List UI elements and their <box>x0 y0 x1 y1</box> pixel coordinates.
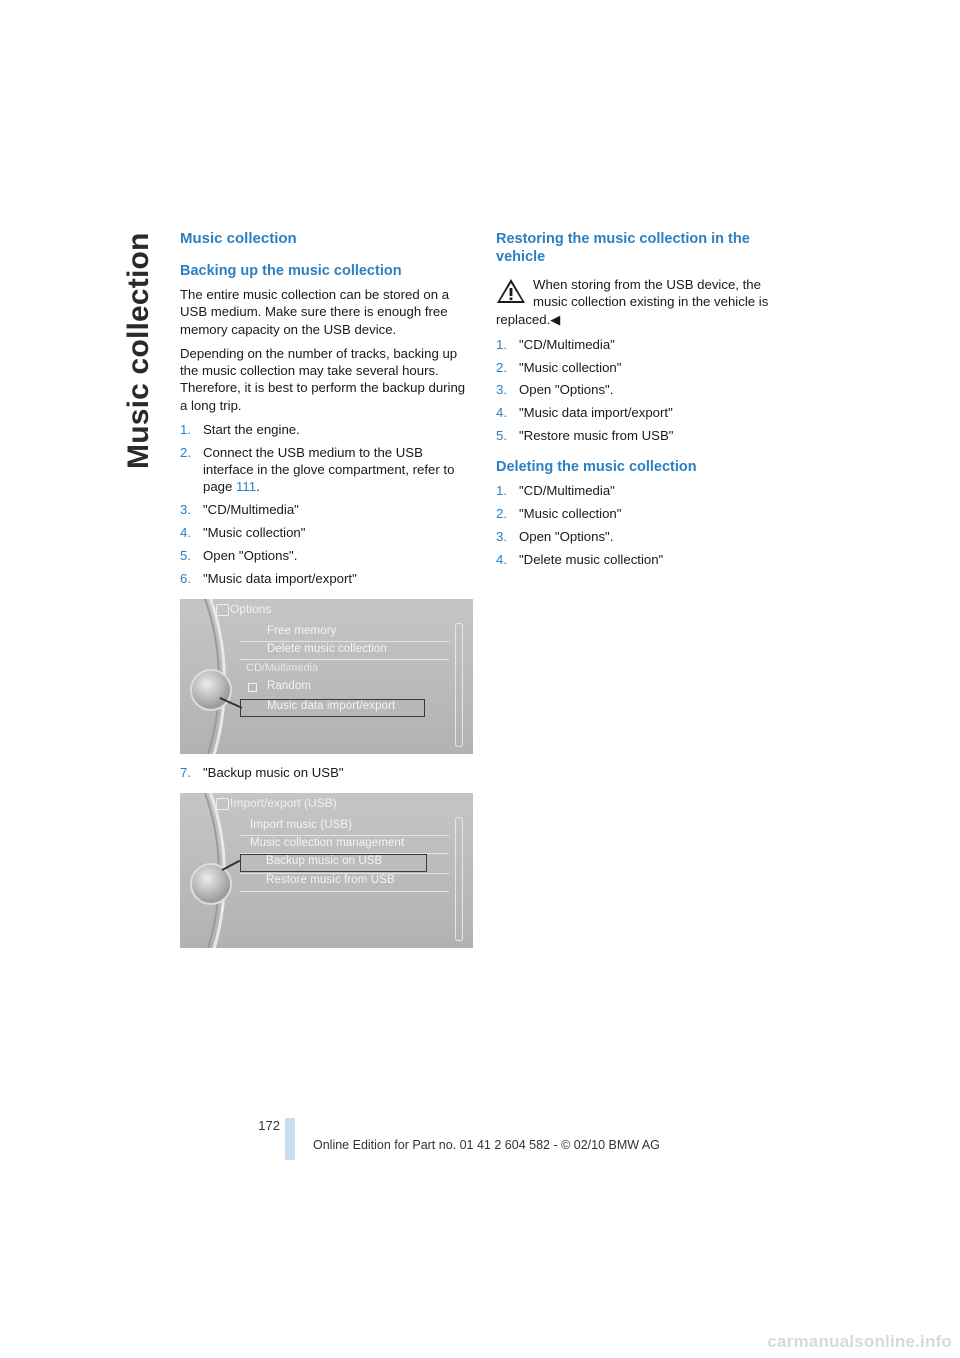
menu-item: Music collection management <box>250 837 405 850</box>
menu-item: Random <box>267 679 312 692</box>
warning-note <box>496 276 791 328</box>
site-watermark: carmanualsonline.info <box>767 1332 952 1351</box>
list-item: 3. Open "Options". <box>496 528 614 544</box>
subsection-heading-restore: Restoring the music collection in the vehicle <box>496 231 750 265</box>
menu-item-selected: Music data import/export <box>267 699 396 712</box>
list-item: 5. "Restore music from USB" <box>496 428 674 444</box>
end-mark-icon: ◀ <box>550 311 561 327</box>
menu-item: Free memory <box>267 624 337 637</box>
screen-header: Import/export (USB) <box>230 796 337 811</box>
menu-item: Delete music collection <box>267 642 387 655</box>
list-item: 2. Connect the USB medium to the USB interface in the glove compartment, refer to page 111. <box>180 444 455 495</box>
list-item: 1. "CD/Multimedia" <box>496 483 615 499</box>
backup-step-7 <box>180 764 475 781</box>
backup-duration-paragraph: Depending on the number of tracks, backing up the music collection may take several hours. Therefore, it is best to perform the backup during a long trip. <box>180 345 466 413</box>
menu-item-selected: Backup music on USB <box>266 855 383 868</box>
list-item: 6. "Music data import/export" <box>180 570 357 586</box>
list-item: 2. "Music collection" <box>496 506 622 522</box>
warning-icon <box>496 278 526 304</box>
footer-accent-bar <box>285 1118 295 1160</box>
scrollbar <box>455 817 463 941</box>
controller-knob-icon <box>190 863 232 905</box>
subsection-heading-delete: Deleting the music collection <box>496 459 697 476</box>
menu-section-label: CD/Multimedia <box>246 661 319 674</box>
left-column <box>180 230 475 958</box>
list-item: 4. "Delete music collection" <box>496 551 664 567</box>
list-item: 4. "Music collection" <box>180 525 306 541</box>
backup-steps-list <box>180 421 475 587</box>
page-number: 172 <box>258 1118 280 1133</box>
section-heading: Music collection <box>180 230 297 247</box>
backup-intro-paragraph: The entire music collection can be stored on a USB medium. Make sure there is enough free memory capacity on the USB device. <box>180 287 450 337</box>
import-export-icon <box>216 798 229 810</box>
list-item: 4. "Music data import/export" <box>496 405 673 421</box>
subsection-heading-backup: Backing up the music collection <box>180 263 402 279</box>
options-icon <box>216 604 229 616</box>
list-item: 3. "CD/Multimedia" <box>180 502 299 518</box>
right-column <box>496 230 791 574</box>
restore-steps-list <box>496 336 791 444</box>
side-chapter-title: Music collection <box>122 232 155 469</box>
menu-item: Restore music from USB <box>266 874 395 887</box>
scrollbar <box>455 623 463 747</box>
controller-knob-icon <box>190 669 232 711</box>
list-item: 2. "Music collection" <box>496 359 622 375</box>
list-item: 1. "CD/Multimedia" <box>496 336 615 352</box>
list-item: 5. Open "Options". <box>180 547 298 563</box>
screen-header: Options <box>230 601 272 616</box>
list-item: 7. "Backup music on USB" <box>180 764 344 780</box>
edition-footer: Online Edition for Part no. 01 41 2 604 582 - © 02/10 BMW AG <box>313 1138 660 1152</box>
delete-steps-list <box>496 482 791 568</box>
warning-tail: replaced. <box>496 311 551 327</box>
page-reference-link[interactable]: 111 <box>236 479 257 495</box>
list-item: 3. Open "Options". <box>496 382 614 398</box>
warning-text: When storing from the USB device, the music collection existing in the vehicle is <box>533 277 769 310</box>
checkbox-icon <box>248 683 257 692</box>
list-item: 1. Start the engine. <box>180 422 300 438</box>
menu-item: Import music (USB) <box>250 819 353 832</box>
import-export-screenshot <box>180 793 473 948</box>
options-menu-screenshot <box>180 599 473 754</box>
